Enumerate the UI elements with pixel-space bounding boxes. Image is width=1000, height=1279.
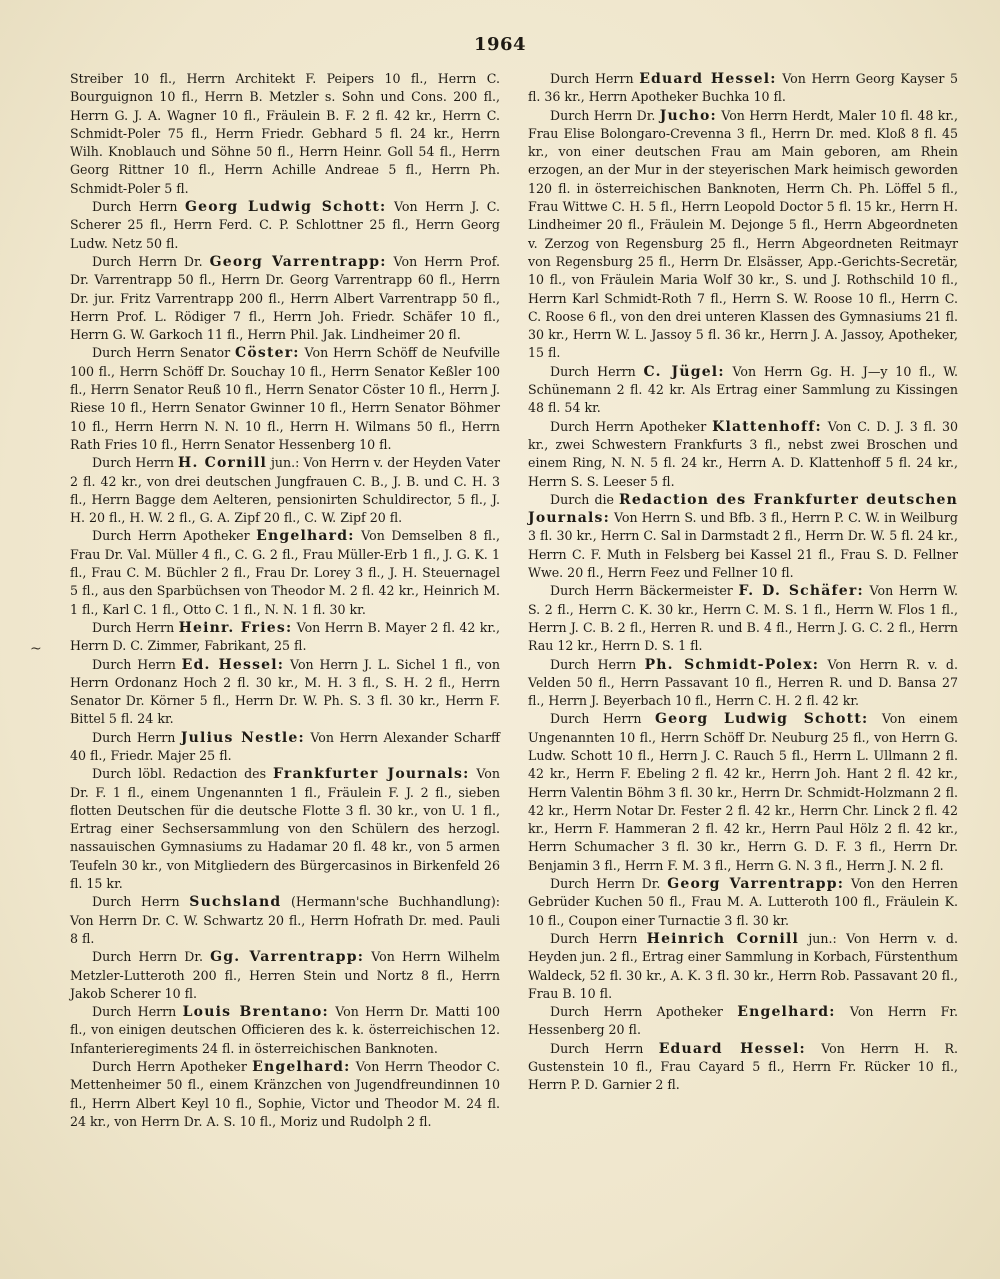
collector-name: Frankfurter Journals: [273, 766, 470, 783]
entry-prefix: Durch Herrn Apotheker [550, 418, 713, 434]
collector-name: H. Cornill [178, 455, 267, 472]
entry-text: Von C. D. J. 3 fl. 30 kr., zwei Schwestern Frankfurts 3 fl., nebst zwei Broschen und einem Ring, N. N. 5 fl. 24 kr., Herrn A. D. Klattenhoff 5 fl. 24 kr., Herrn S. S. Leeser 5 fl. [528, 418, 958, 489]
entry-prefix: Durch die [550, 491, 620, 507]
entry-prefix: Durch Herrn [92, 455, 179, 471]
right-column [528, 70, 958, 1095]
entry-prefix: Durch Herrn Dr. [92, 949, 211, 965]
entry-prefix: Durch Herrn Dr. [550, 107, 660, 123]
entry-prefix: Durch Herrn [92, 199, 186, 215]
entry-text: Von Herrn W. S. 2 fl., Herrn C. K. 30 kr., Herrn C. M. S. 1 fl., Herrn W. Flos 1 fl., Herrn J. C. B. 2 fl., Herren R. und B. 4 fl., Herrn J. G. C. 2 fl., Herrn Rau 12 kr., Herrn D. S. 1 fl. [528, 583, 958, 654]
entry-text: Von Herrn Dr. Matti 100 fl., von einigen deutschen Officieren des k. k. österreichischen 12. Infanterieregiments 24 fl. in österreichischen Banknoten. [70, 1004, 500, 1056]
entry-prefix: Durch Herrn [92, 619, 179, 635]
donation-entry [528, 491, 958, 582]
entry-text: Von Herrn R. v. d. Velden 50 fl., Herrn Passavant 10 fl., Herren R. und D. Bansa 27 fl., Herrn J. Beyerbach 10 fl., Herrn C. H. 2 fl. 42 kr. [528, 656, 958, 709]
collector-name: Julius Nestle: [180, 729, 305, 746]
donation-entry [528, 363, 958, 418]
collector-name: Georg Ludwig Schott: [655, 711, 869, 728]
donation-entry [70, 454, 500, 527]
collector-name: Eduard Hessel: [639, 71, 777, 87]
entry-text: jun.: Von Herrn v. d. Heyden jun. 2 fl., Ertrag einer Sammlung in Korbach, Fürstenthum Waldeck, 52 fl. 30 kr., A. K. 3 fl. 30 kr., Herrn Rob. Passavant 20 fl., Frau B. 10 fl. [528, 930, 958, 1001]
entry-prefix: Durch Herrn [92, 1004, 183, 1020]
donation-entry [528, 107, 958, 363]
page-number: 1964 [473, 34, 527, 55]
left-column [70, 70, 500, 1131]
donation-entry [528, 418, 958, 491]
collector-name: Eduard Hessel: [658, 1040, 806, 1057]
entry-prefix: Durch Herrn [92, 894, 190, 910]
donation-entry [70, 344, 500, 454]
donation-entry [528, 875, 958, 930]
donation-entry [70, 253, 500, 344]
collector-name: Engelhard: [256, 528, 355, 545]
donation-entry [70, 765, 500, 893]
entry-prefix: Durch Herrn Dr. [92, 253, 210, 269]
entry-text: jun.: Von Herrn v. der Heyden Vater 2 fl. 42 kr., von drei deutschen Jungfrauen C. B., J. B. und C. H. 3 fl., Herrn Bagge dem Aelteren, pensionirten Schuldirector, 5 fl., J. H. 20 fl., H. W. 2 fl., G. A. Zipf 20 fl., C. W. Zipf 20 fl. [70, 455, 500, 526]
donation-entry [528, 1040, 958, 1095]
entry-text: Von Herrn Prof. Dr. Varrentrapp 50 fl., Herrn Dr. Georg Varrentrapp 60 fl., Herrn Dr. jur. Fritz Varrentrapp 200 fl., Herrn Albert Varrentrapp 50 fl., Herrn Prof. L. Rödiger 7 fl., Herrn Joh. Friedr. Schäfer 10 fl., Herrn G. W. Garkoch 11 fl., Herrn Phil. Jak. Lindheimer 20 fl. [70, 253, 500, 343]
entry-text: Streiber 10 fl., Herrn Architekt F. Peipers 10 fl., Herrn C. Bourguignon 10 fl., Herrn B. Metzler s. Sohn und Cons. 200 fl., Herrn G. J. A. Wagner 10 fl., Fräulein B. F. 2 fl. 42 kr., Herrn C. Schmidt-Poler 75 fl., Herrn Friedr. Gebhard 5 fl. 24 kr., Herrn Wilh. Knoblauch und Söhne 50 fl., Herrn Heinr. Goll 54 fl., Herrn Georg Rittner 10 fl., Herrn Achille Andreae 5 fl., Herrn Ph. Schmidt-Poler 5 fl. [70, 71, 500, 196]
entry-prefix: Durch Herrn Apotheker [550, 1004, 738, 1020]
entry-text: Von Herrn B. Mayer 2 fl. 42 kr., Herrn D. C. Zimmer, Fabrikant, 25 fl. [70, 619, 500, 654]
donation-entry [70, 70, 500, 198]
collector-name: F. D. Schäfer: [738, 583, 864, 600]
donation-entry [70, 893, 500, 948]
collector-name: Heinr. Fries: [178, 619, 293, 636]
entry-prefix: Durch löbl. Redaction des [92, 766, 273, 782]
entry-prefix: Durch Herrn [550, 363, 644, 379]
collector-name: Suchsland [189, 894, 282, 911]
donation-entry [528, 710, 958, 875]
entry-text: Von Herrn S. und Bfb. 3 fl., Herrn P. C. W. in Weilburg 3 fl. 30 kr., Herrn C. Sal in Darmstadt 2 fl., Herrn Dr. W. 5 fl. 24 kr., Herrn C. F. Muth in Felsberg bei Kassel 21 fl., Frau S. D. Fellner Wwe. 20 fl., Herrn Feez und Fellner 10 fl. [528, 510, 958, 581]
entry-text: Von Herrn H. R. Gustenstein 10 fl., Frau Cayard 5 fl., Herrn Fr. Rücker 10 fl., Herrn P. D. Garnier 2 fl. [528, 1040, 958, 1093]
entry-prefix: Durch Herrn Apotheker [92, 1059, 253, 1075]
donation-entry [70, 619, 500, 656]
entry-prefix: Durch Herrn [550, 656, 645, 672]
donation-entry [70, 948, 500, 1003]
collector-name: Engelhard: [737, 1004, 836, 1021]
entry-text: Von Herrn Alexander Scharff 40 fl., Friedr. Majer 25 fl. [70, 729, 500, 763]
entry-text: Von Herrn Wilhelm Metzler-Lutteroth 200 fl., Herren Stein und Nortz 8 fl., Herrn Jakob Scherer 10 fl. [70, 949, 500, 1001]
entry-prefix: Durch Herrn Dr. [550, 876, 668, 892]
collector-name: Ed. Hessel: [181, 656, 285, 673]
entry-text: Von den Herren Gebrüder Kuchen 50 fl., Frau M. A. Lutteroth 100 fl., Fräulein K. 10 fl., Coupon einer Turnactie 3 fl. 30 kr. [528, 876, 958, 928]
collector-name: Georg Ludwig Schott: [185, 199, 387, 216]
entry-text: Von Herrn Schöff de Neufville 100 fl., Herrn Schöff Dr. Souchay 10 fl., Herrn Senator Keßler 100 fl., Herrn Senator Reuß 10 fl., Herrn Senator Cöster 10 fl., Herrn J. Riese 10 fl., Herrn Senator Gwinner 10 fl., Herrn Senator Böhmer 10 fl., Herrn Herrn N. N. 10 fl., Herrn H. Wilmans 50 fl., Herrn Rath Fries 10 fl., Herrn Senator Hessenberg 10 fl. [70, 345, 501, 452]
donation-entry [70, 527, 500, 618]
entry-text: Von Herrn J. L. Sichel 1 fl., von Herrn Ordonanz Hoch 2 fl. 30 kr., M. H. 3 fl., S. H. 2 fl., Herrn Senator Dr. Körner 5 fl., Herrn Dr. W. Ph. S. 3 fl. 30 kr., Herrn F. Bittel 5 fl. 24 kr. [70, 656, 500, 727]
entry-text: Von Dr. F. 1 fl., einem Ungenannten 1 fl., Fräulein F. J. 2 fl., sieben flotten Deutschen für die deutsche Flotte 3 fl. 30 kr., von U. 1 fl., Ertrag einer Sechsersammlung von den Schülern des herzogl. nassauischen Gymnasiums zu Hadamar 20 fl. 48 kr., von 5 armen Teufeln 30 kr., von Mitgliedern des Bürgercasinos in Birkenfeld 26 fl. 15 kr. [70, 766, 500, 892]
entry-prefix: Durch Herrn Bäckermeister [550, 583, 739, 599]
donation-entry [70, 656, 500, 729]
collector-name: Jucho: [659, 107, 717, 124]
entry-text: Von Herrn J. C. Scherer 25 fl., Herrn Ferd. C. P. Schlottner 25 fl., Herrn Georg Ludw. Netz 50 fl. [70, 199, 500, 251]
collector-name: Georg Varrentrapp: [209, 253, 387, 270]
entry-prefix: Durch Herrn [550, 930, 647, 946]
collector-name: Ph. Schmidt-Polex: [644, 656, 820, 673]
donation-entry [70, 198, 500, 253]
collector-name: Engelhard: [252, 1059, 351, 1076]
entry-prefix: Durch Herrn [92, 656, 182, 672]
donation-entry [70, 1058, 500, 1131]
entry-prefix: Durch Herrn [92, 729, 181, 745]
entry-prefix: Durch Herrn [550, 1040, 659, 1056]
entry-text: Von Herrn Fr. Hessenberg 20 fl. [528, 1004, 958, 1038]
entry-text: Von Demselben 8 fl., Frau Dr. Val. Müller 4 fl., C. G. 2 fl., Frau Müller-Erb 1 fl., J. G. K. 1 fl., Frau C. M. Büchler 2 fl., Frau Dr. Lorey 3 fl., J. H. Steuernagel 5 fl., aus den Sparbüchsen von Theodor M. 2 fl. 42 kr., Heinrich M. 1 fl., Karl C. 1 fl., Otto C. 1 fl., N. N. 1 fl. 30 kr. [70, 528, 500, 617]
entry-text: (Hermann'sche Buchhandlung): Von Herrn Dr. C. W. Schwartz 20 fl., Herrn Hofrath Dr. med. Pauli 8 fl. [70, 894, 500, 946]
entry-text: Von Herrn Gg. H. J—y 10 fl., W. Schünemann 2 fl. 42 kr. Als Ertrag einer Sammlung zu Kissingen 48 fl. 54 kr. [528, 363, 958, 416]
collector-name: Redaction des Frankfurter deutschen Journals: [528, 491, 958, 527]
collector-name: Cöster: [234, 345, 300, 362]
donation-entry [528, 656, 958, 711]
entry-text: Von Herrn Herdt, Maler 10 fl. 48 kr., Frau Elise Bolongaro-Crevenna 3 fl., Herrn Dr. med. Kloß 8 fl. 45 kr., von einer deutschen Frau am Main geboren, am Rhein erzogen, an der Mur in der steyerischen Mark heimisch geworden 120 fl. in österreichischen Banknoten, Herrn Ch. Ph. Löffel 5 fl., Frau Wittwe C. H. 5 fl., Herrn Leopold Doctor 5 fl. 15 kr., Herrn H. Lindheimer 20 fl., Fräulein M. Dejonge 5 fl., Herrn Abgeordneten v. Zerzog von Regensburg 25 fl., Herrn Abgeordneten Reitmayr von Regensburg 25 fl., Herrn Dr. Elsässer, App.-Gerichts-Secretär, 10 fl., von Fräulein Maria Wolf 30 kr., S. und J. Rothschild 10 fl., Herrn Karl Schmidt-Roth 7 fl., Herrn S. W. Roose 10 fl., Herrn C. C. Roose 6 fl., von den drei unteren Klassen des Gymnasiums 21 fl. 30 kr., Herrn W. L. Jassoy 5 fl. 36 kr., Herrn J. A. Jassoy, Apotheker, 15 fl. [528, 107, 958, 361]
collector-name: Gg. Varrentrapp: [210, 949, 365, 966]
entry-prefix: Durch Herrn Senator [92, 345, 235, 361]
entry-prefix: Durch Herrn Apotheker [92, 528, 257, 544]
collector-name: Georg Varrentrapp: [667, 876, 845, 893]
margin-mark: ~ [30, 641, 42, 657]
entry-text: Von Herrn Theodor C. Mettenheimer 50 fl., einem Kränzchen von Jugendfreundinnen 10 fl., Herrn Albert Keyl 10 fl., Sophie, Victor und Theodor M. 24 fl. 24 kr., von Herrn Dr. A. S. 10 fl., Moriz und Rudolph 2 fl. [70, 1059, 500, 1129]
donation-entry [528, 930, 958, 1003]
donation-entry [70, 729, 500, 766]
collector-name: Louis Brentano: [182, 1004, 329, 1021]
collector-name: Heinrich Cornill [646, 930, 800, 947]
donation-entry [70, 1003, 500, 1058]
donation-entry [528, 70, 958, 107]
collector-name: Klattenhoff: [712, 418, 822, 435]
entry-prefix: Durch Herrn [550, 71, 640, 86]
donation-entry [528, 582, 958, 655]
entry-prefix: Durch Herrn [550, 711, 655, 727]
entry-text: Von Herrn Georg Kayser 5 fl. 36 kr., Herrn Apotheker Buchka 10 fl. [528, 71, 958, 105]
donation-entry [528, 1003, 958, 1040]
entry-text: Von einem Ungenannten 10 fl., Herrn Schöff Dr. Neuburg 25 fl., von Herrn G. Ludw. Schott 10 fl., Herrn J. C. Rauch 5 fl., Herrn L. Ullmann 2 fl. 42 kr., Herrn F. Ebeling 2 fl. 42 kr., Herrn Joh. Hant 2 fl. 42 kr., Herrn Valentin Böhm 3 fl. 30 kr., Herrn Dr. Schmidt-Holzmann 2 fl. 42 kr., Herrn Notar Dr. Fester 2 fl. 42 kr., Herrn Chr. Linck 2 fl. 42 kr., Herrn F. Hammeran 2 fl. 42 kr., Herrn Paul Hölz 2 fl. 42 kr., Herrn Schumacher 3 fl. 30 kr., Herrn G. D. F. 3 fl., Herrn Dr. Benjamin 3 fl., Herrn F. M. 3 fl., Herrn G. N. 3 fl., Herrn J. N. 2 fl. [528, 711, 958, 873]
collector-name: C. Jügel: [643, 363, 725, 380]
